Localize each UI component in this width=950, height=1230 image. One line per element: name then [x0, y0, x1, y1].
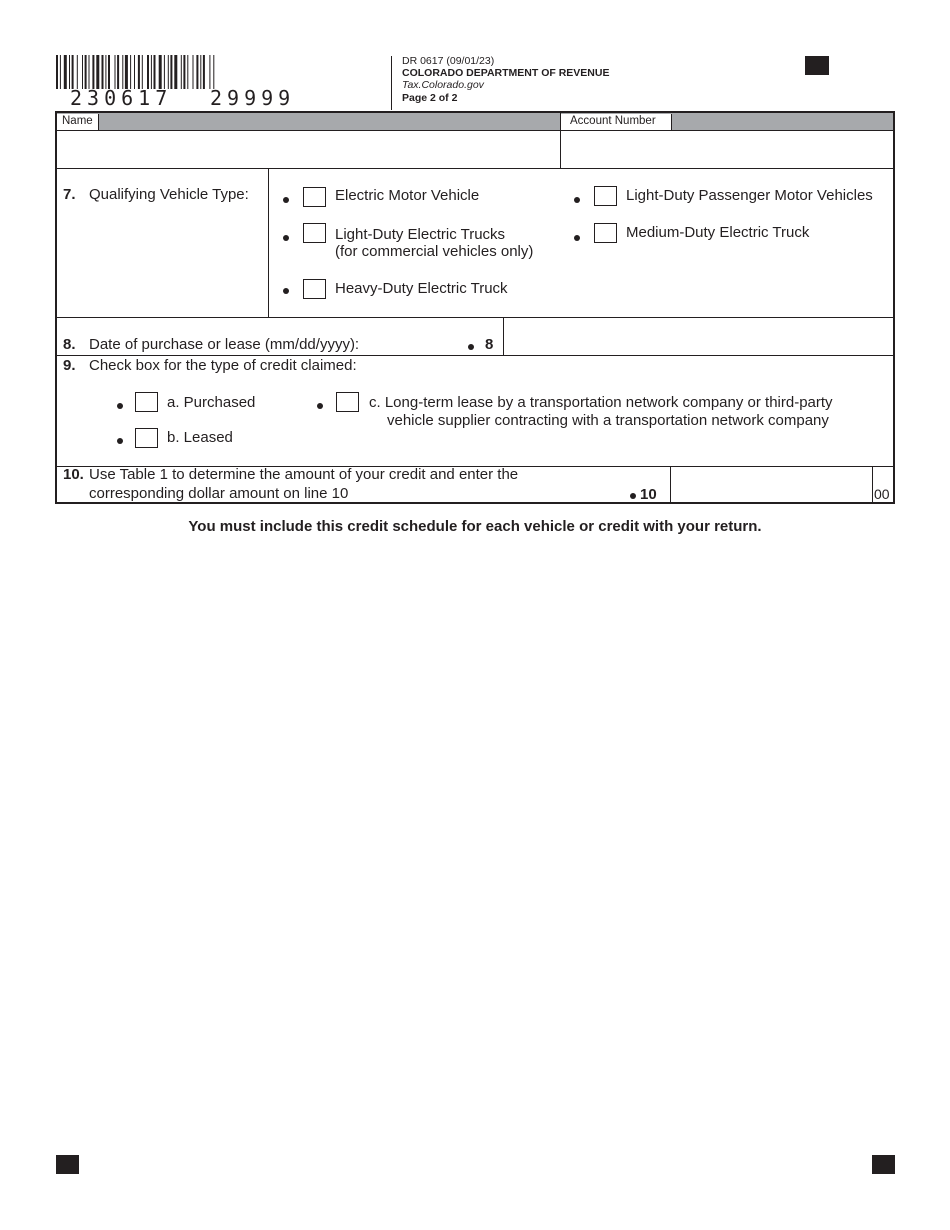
barcode-bar: [130, 55, 131, 89]
bullet: [468, 344, 474, 350]
barcode-bar: [72, 55, 74, 89]
line-10-label-line1: Use Table 1 to determine the amount of your credit and enter the: [89, 466, 519, 483]
bullet: [574, 197, 580, 203]
barcode-bar: [82, 55, 83, 89]
medium-duty-truck-label: Medium-Duty Electric Truck: [626, 224, 810, 241]
barcode-bar: [92, 55, 94, 89]
form-id: DR 0617 (09/01/23): [402, 55, 495, 67]
line-10-label-line2: corresponding dollar amount on line 10: [89, 485, 349, 502]
light-duty-passenger-checkbox[interactable]: [594, 186, 617, 206]
barcode-bar: [64, 55, 67, 89]
divider: [57, 317, 893, 318]
line-7-label: Qualifying Vehicle Type:: [89, 186, 249, 203]
purchase-date-input[interactable]: [509, 320, 889, 352]
account-number-label: Account Number: [560, 114, 672, 130]
barcode-bar: [96, 55, 99, 89]
credit-amount-input[interactable]: [676, 469, 866, 499]
barcode-bar: [85, 55, 87, 89]
divider: [57, 130, 893, 131]
divider: [57, 168, 893, 169]
bullet: [630, 493, 636, 499]
medium-duty-truck-checkbox[interactable]: [594, 223, 617, 243]
divider: [57, 355, 893, 356]
barcode-bar: [154, 55, 156, 89]
barcode-bar: [209, 55, 210, 89]
heavy-duty-truck-label: Heavy-Duty Electric Truck: [335, 280, 508, 297]
barcode-bar: [102, 55, 104, 89]
barcode-bar: [125, 55, 128, 89]
registration-mark-top-right: [805, 56, 829, 75]
registration-mark-bottom-left: [56, 1155, 79, 1174]
divider: [560, 113, 561, 168]
barcode-bar: [117, 55, 119, 89]
light-duty-trucks-checkbox[interactable]: [303, 223, 326, 243]
bullet: [283, 235, 289, 241]
heavy-duty-truck-checkbox[interactable]: [303, 279, 326, 299]
registration-mark-bottom-right: [872, 1155, 895, 1174]
electric-motor-vehicle-checkbox[interactable]: [303, 187, 326, 207]
barcode-bar: [138, 55, 140, 89]
barcode: [56, 55, 310, 89]
barcode-bar: [134, 55, 135, 89]
bullet: [117, 403, 123, 409]
barcode-bar: [77, 55, 78, 89]
leased-checkbox[interactable]: [135, 428, 158, 448]
bullet: [283, 197, 289, 203]
long-term-lease-checkbox[interactable]: [336, 392, 359, 412]
barcode-bar: [193, 55, 194, 89]
light-duty-trucks-label: Light-Duty Electric Trucks: [335, 226, 506, 243]
divider: [503, 317, 504, 355]
barcode-number-left: 230617: [70, 86, 173, 110]
name-label: Name: [57, 114, 99, 130]
barcode-bar: [174, 55, 177, 89]
barcode-bar: [168, 55, 169, 89]
barcode-bar: [115, 55, 116, 89]
purchased-label: a. Purchased: [167, 394, 256, 411]
department-name: COLORADO DEPARTMENT OF REVENUE: [402, 67, 610, 79]
bullet: [574, 235, 580, 241]
credit-amount-cents: 00: [874, 486, 890, 502]
line-8-ref: 8: [485, 336, 494, 353]
bullet: [317, 403, 323, 409]
barcode-bar: [213, 55, 214, 89]
barcode-bar: [105, 55, 106, 89]
line-8-number: 8.: [63, 336, 76, 353]
barcode-bar: [69, 55, 70, 89]
line-10-ref: 10: [640, 486, 657, 503]
barcode-bar: [187, 55, 188, 89]
long-term-lease-label-line2: vehicle supplier contracting with a transportation network company: [387, 412, 829, 429]
header-divider: [391, 56, 392, 110]
barcode-bar: [108, 55, 110, 89]
name-input[interactable]: [63, 133, 553, 165]
line-9-label: Check box for the type of credit claimed:: [89, 357, 357, 374]
form-table: [55, 111, 895, 504]
electric-motor-vehicle-label: Electric Motor Vehicle: [335, 187, 480, 204]
barcode-bar: [142, 55, 143, 89]
barcode-bar: [89, 55, 90, 89]
light-duty-trucks-note: (for commercial vehicles only): [335, 243, 534, 260]
divider: [670, 466, 671, 502]
page-number: Page 2 of 2: [402, 92, 458, 104]
barcode-bar: [151, 55, 152, 89]
divider: [872, 466, 873, 502]
bullet: [117, 438, 123, 444]
footer-note: You must include this credit schedule for each vehicle or credit with your return.: [188, 518, 762, 535]
line-9-number: 9.: [63, 357, 76, 374]
bullet: [283, 288, 289, 294]
barcode-bar: [60, 55, 61, 89]
light-duty-passenger-label: Light-Duty Passenger Motor Vehicles: [626, 187, 873, 204]
barcode-bar: [170, 55, 172, 89]
long-term-lease-label-line1: c. Long-term lease by a transportation network company or third-party: [369, 394, 833, 411]
header-shading: [57, 113, 893, 130]
barcode-bar: [203, 55, 205, 89]
line-10-number: 10.: [63, 466, 84, 483]
line-7-number: 7.: [63, 186, 76, 203]
purchased-checkbox[interactable]: [135, 392, 158, 412]
barcode-bar: [200, 55, 201, 89]
barcode-number-right: 29999: [210, 86, 296, 110]
barcode-bar: [147, 55, 149, 89]
website: Tax.Colorado.gov: [402, 79, 484, 91]
barcode-bar: [164, 55, 165, 89]
barcode-bar: [56, 55, 58, 89]
barcode-bar: [181, 55, 182, 89]
barcode-bar: [183, 55, 185, 89]
barcode-bar: [159, 55, 162, 89]
divider: [268, 168, 269, 318]
line-8-label: Date of purchase or lease (mm/dd/yyyy):: [89, 336, 360, 353]
barcode-bar: [122, 55, 123, 89]
leased-label: b. Leased: [167, 429, 233, 446]
account-number-input[interactable]: [567, 133, 887, 165]
barcode-bar: [196, 55, 198, 89]
